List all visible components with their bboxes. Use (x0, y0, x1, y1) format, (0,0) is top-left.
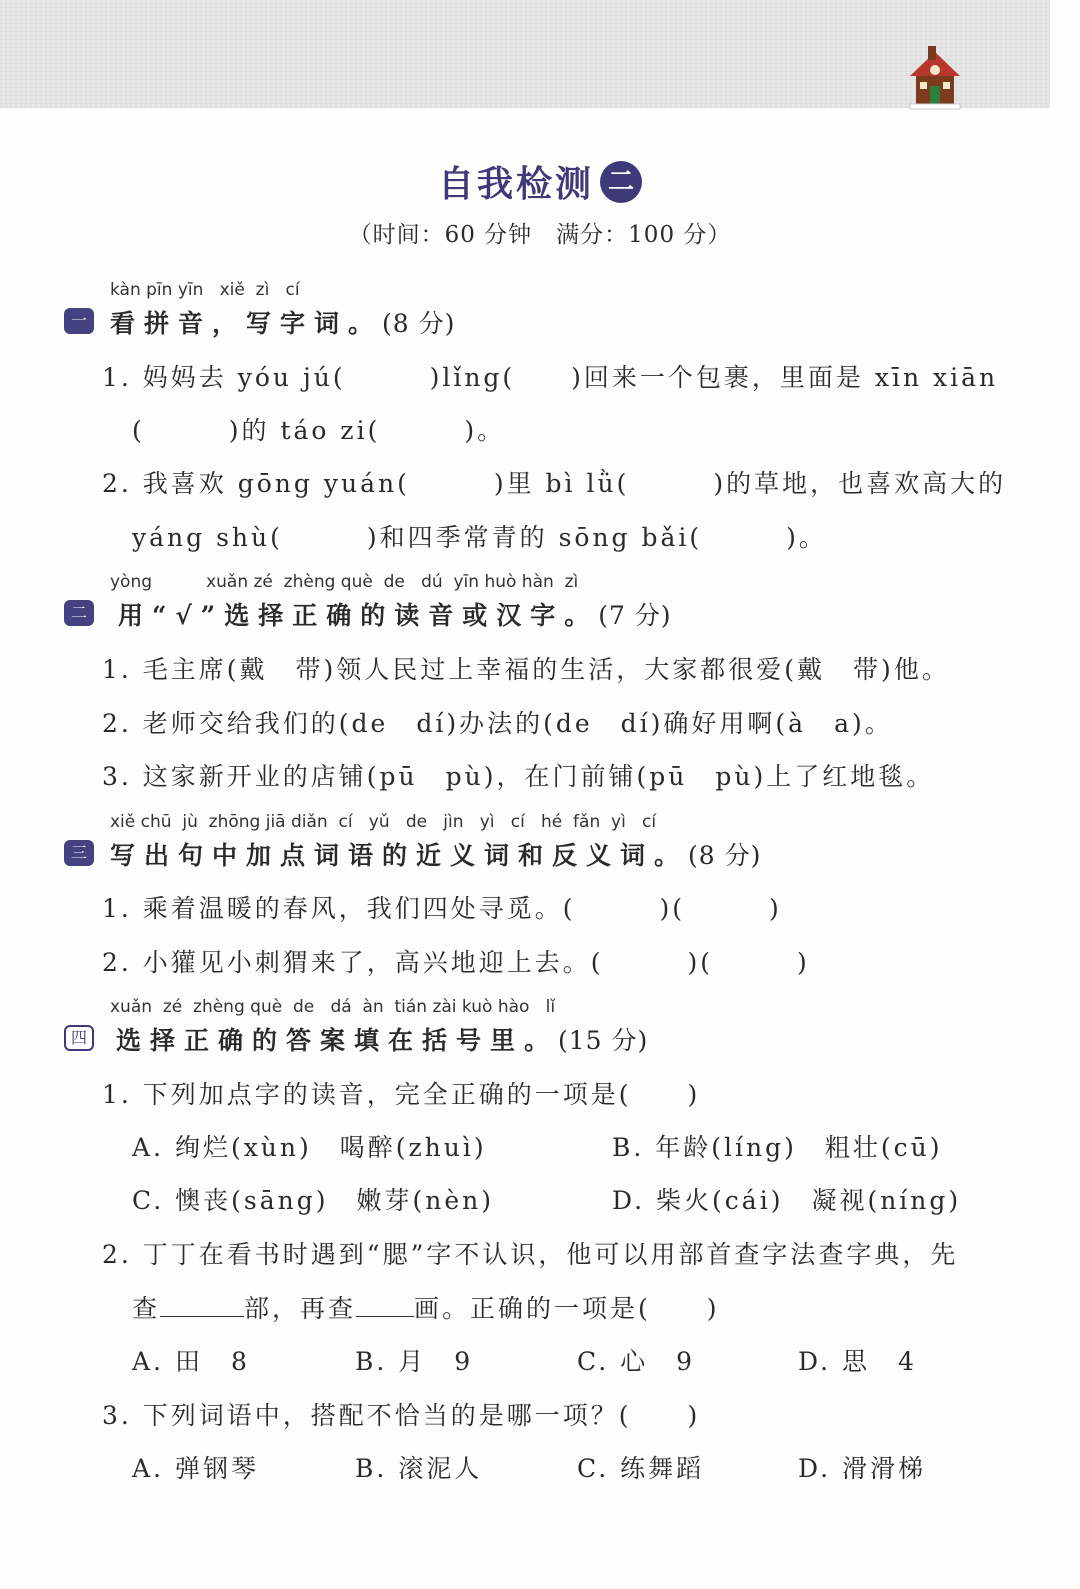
question-4-3-option-b: B. 滚泥人 (355, 1454, 483, 1483)
section-4-title: 选择正确的答案填在括号里。 (116, 1026, 559, 1055)
section-3-heading (110, 836, 761, 872)
section-2-pinyin: yòng xuǎn zé zhèng què de dú yīn huò hàn zì (110, 572, 579, 592)
question-4-1-option-b: B. 年龄(líng) 粗壮(cū) (612, 1133, 943, 1162)
section-2-score: (7 分) (598, 601, 672, 630)
question-3-2: 2. 小獾见小刺猬来了，高兴地迎上去。( )( ) (102, 948, 810, 977)
radical-blank[interactable] (160, 1294, 244, 1317)
section-3-title: 写出句中加点词语的近义词和反义词。 (110, 841, 689, 870)
question-4-3: 3. 下列词语中，搭配不恰当的是哪一项？( ) (102, 1401, 701, 1430)
section-4-badge: 四 (64, 1025, 94, 1051)
section-1-heading (110, 304, 455, 340)
question-4-1-option-d: D. 柴火(cái) 凝视(níng) (612, 1186, 962, 1215)
question-2-2: 2. 老师交给我们的(de dí)办法的(de dí)确好用啊(à a)。 (102, 709, 893, 738)
question-3-1: 1. 乘着温暖的春风，我们四处寻觅。( )( ) (102, 894, 782, 923)
section-1-score: (8 分) (382, 309, 456, 338)
section-3-score: (8 分) (688, 841, 762, 870)
section-4-pinyin: xuǎn zé zhèng què de dá àn tián zài kuò hào lǐ (110, 997, 556, 1017)
house-icon (908, 44, 962, 110)
section-3-badge: 三 (64, 840, 94, 866)
question-4-3-option-d: D. 滑滑梯 (798, 1454, 927, 1483)
q4-2-text-c: 画。正确的一项是( ) (414, 1294, 720, 1323)
question-4-2-option-a: A. 田 8 (132, 1347, 250, 1376)
question-1-1-line2: ( )的 táo zi( )。 (132, 416, 506, 445)
question-4-2-line1: 2. 丁丁在看书时遇到“腮”字不认识，他可以用部首查字法查字典，先 (102, 1240, 959, 1269)
section-3-pinyin: xiě chū jù zhōng jiā diǎn cí yǔ de jìn yì cí hé fǎn yì cí (110, 812, 657, 832)
exam-info: （时间：60 分钟 满分：100 分） (348, 222, 732, 248)
question-1-2-line2: yáng shù( )和四季常青的 sōng bǎi( )。 (132, 523, 827, 552)
section-1-pinyin: kàn pīn yīn xiě zì cí (110, 280, 300, 300)
question-2-1: 1. 毛主席(戴 带)领人民过上幸福的生活，大家都很爱(戴 带)他。 (102, 655, 950, 684)
question-4-2-line2 (132, 1289, 720, 1325)
question-4-3-option-a: A. 弹钢琴 (132, 1454, 259, 1483)
section-4-score: (15 分) (558, 1026, 649, 1055)
section-2-badge: 二 (64, 600, 94, 626)
question-4-1-option-a: A. 绚烂(xùn) 喝醉(zhuì) (132, 1133, 487, 1162)
section-4-heading (116, 1021, 648, 1057)
page-title (0, 156, 1080, 207)
title-text: 自我检测 (437, 164, 594, 205)
question-2-3: 3. 这家新开业的店铺(pū pù)，在门前铺(pū pù)上了红地毯。 (102, 762, 935, 791)
q4-2-text-b: 部，再查 (244, 1294, 357, 1323)
stroke-count-blank[interactable] (356, 1294, 414, 1317)
question-4-2-option-b: B. 月 9 (355, 1347, 474, 1376)
question-4-1-option-c: C. 懊丧(sāng) 嫩芽(nèn) (132, 1186, 494, 1215)
section-1-badge: 一 (64, 308, 94, 334)
title-number-badge: 二 (600, 161, 642, 203)
question-4-2-option-c: C. 心 9 (577, 1347, 696, 1376)
q4-2-text-a: 查 (132, 1294, 161, 1323)
question-4-3-option-c: C. 练舞蹈 (577, 1454, 705, 1483)
question-1-2-line1: 2. 我喜欢 gōng yuán( )里 bì lǜ( )的草地，也喜欢高大的 (102, 469, 1007, 498)
question-4-1: 1. 下列加点字的读音，完全正确的一项是( ) (102, 1080, 701, 1109)
question-1-1-line1: 1. 妈妈去 yóu jú( )lǐng( )回来一个包裹，里面是 xīn xiān (102, 363, 999, 392)
section-2-title: 用“√”选择正确的读音或汉字。 (118, 601, 599, 630)
header-band (0, 0, 1050, 108)
question-4-2-option-d: D. 思 4 (798, 1347, 917, 1376)
section-2-heading (118, 596, 672, 632)
section-1-title: 看拼音，写字词。 (110, 309, 383, 338)
